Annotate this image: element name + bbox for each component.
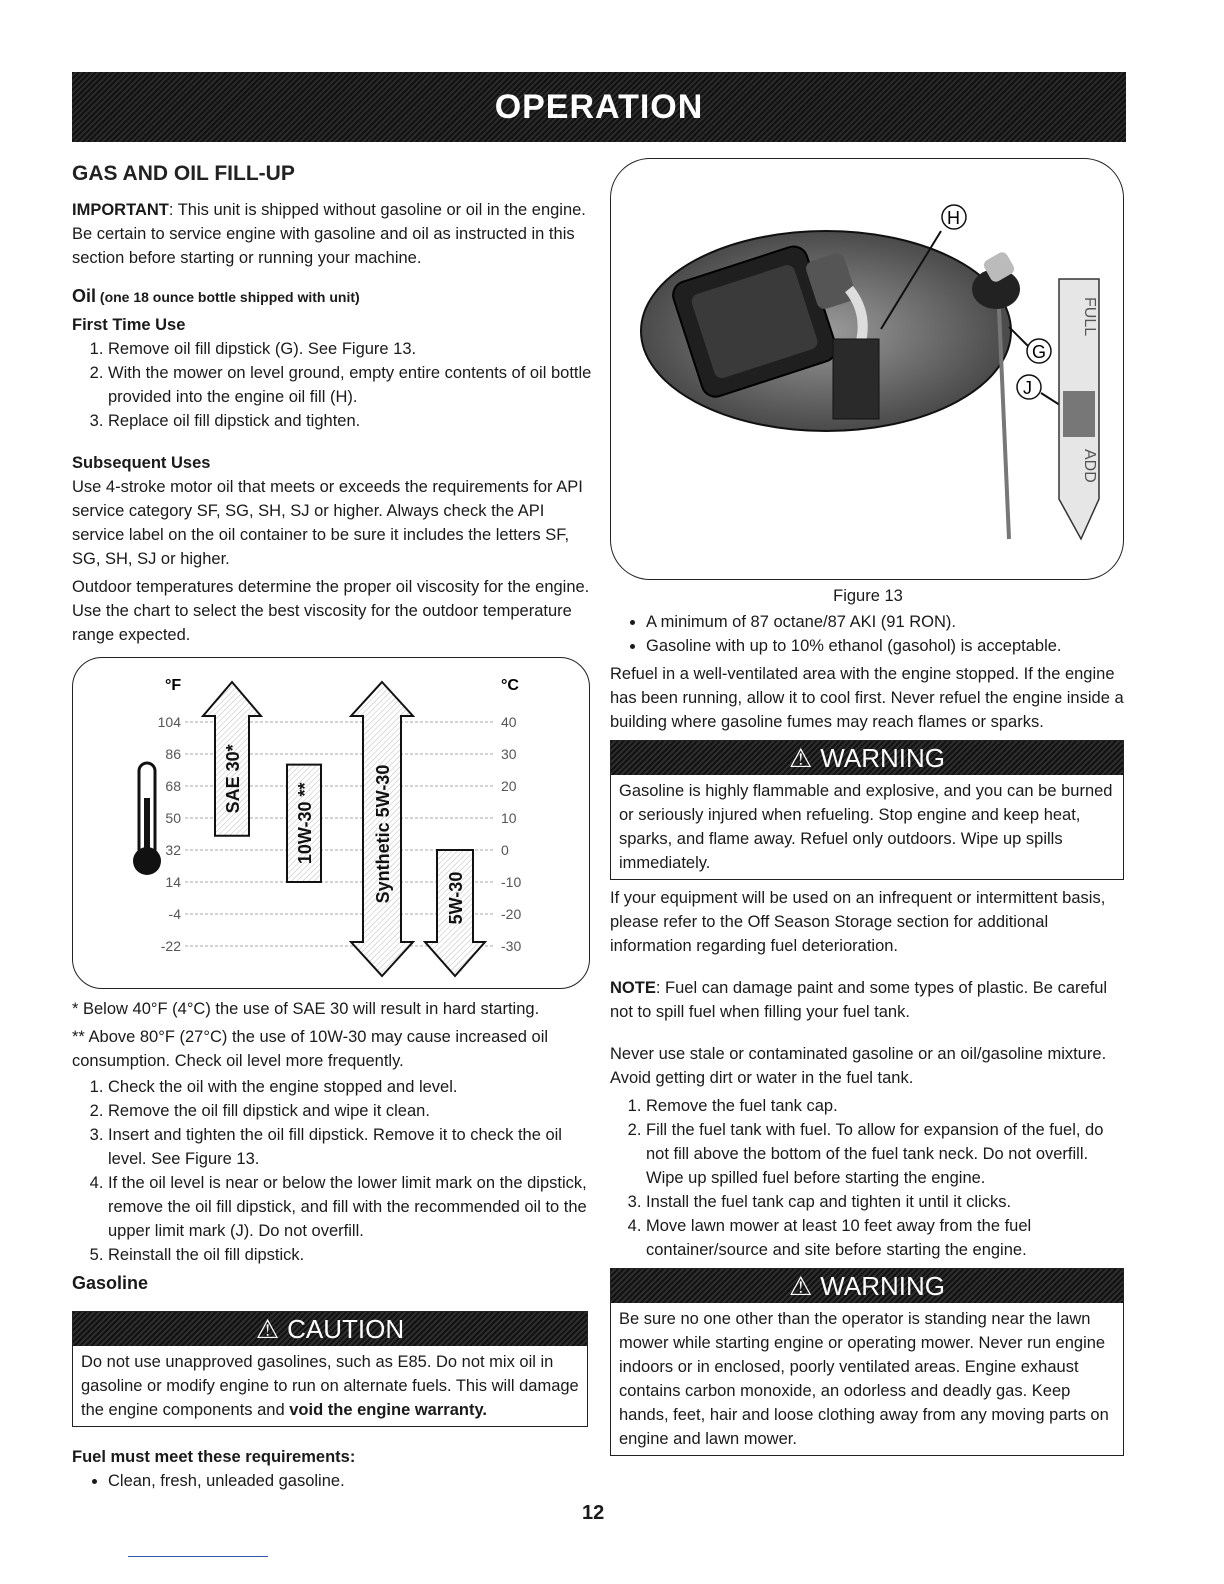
list-item: 2. Fill the fuel tank with fuel. To allow for expansion of the fuel, do not fill above the bottom of the fuel tank neck. Do not overfill. Wipe up spilled fuel before starting the engine. <box>646 1118 1126 1190</box>
list-item: 1. Remove the fuel tank cap. <box>646 1094 1126 1118</box>
note-text: : Fuel can damage paint and some types of plastic. Be careful not to spill fuel when filling your fuel tank. <box>610 979 1108 1021</box>
tick-label-f: 68 <box>165 778 181 794</box>
caution-bold: void the engine warranty. <box>289 1401 487 1419</box>
warning-1-body: Gasoline is highly flammable and explosive, and you can be burned or seriously injured when refueling. Stop engine and keep heat, sparks, and flame away. Refuel only outdoors. Wipe up spills immediately. <box>619 782 1113 872</box>
list-item: • Gasoline with up to 10% ethanol (gasohol) is acceptable. <box>646 634 1126 658</box>
tick-label-c: 20 <box>501 778 517 794</box>
warning-triangle-icon: ⚠ <box>788 743 813 773</box>
caution-box <box>72 1311 588 1427</box>
list-item: 2. Remove the oil fill dipstick and wipe it clean. <box>108 1099 592 1123</box>
important-text: : This unit is shipped without gasoline or oil in the engine. Be certain to service engine with gasoline and oil as instructed in this section before starting or running your machine. <box>72 201 586 267</box>
list-item: 3. Insert and tighten the oil fill dipstick. Remove it to check the oil level. See Figure 13. <box>108 1123 592 1171</box>
callout-h: H <box>947 208 960 228</box>
oil-range-label: 10W-30 ** <box>295 782 315 865</box>
tick-label-f: 50 <box>165 810 181 826</box>
stale-fuel-paragraph: Never use stale or contaminated gasoline or an oil/gasoline mixture. Avoid getting dirt or water in the fuel tank. <box>610 1045 1107 1087</box>
ticks-c <box>501 714 521 954</box>
dipstick-full-label: FULL <box>1081 297 1098 337</box>
unit-c-label: °C <box>501 677 519 694</box>
list-item: 4. If the oil level is near or below the lower limit mark on the dipstick, remove the oil fill dipstick, and fill with the recommended oil to the upper limit mark (J). Do not overfill. <box>108 1171 592 1243</box>
tick-label-c: -10 <box>501 874 522 890</box>
tick-label-c: 10 <box>501 810 517 826</box>
tick-label-f: 104 <box>157 714 181 730</box>
tick-label-f: 32 <box>165 842 181 858</box>
note-label: NOTE <box>610 979 656 997</box>
fuel-spec-list <box>610 610 1126 658</box>
warning-1-title: WARNING <box>820 743 945 773</box>
list-item: 3. Replace oil fill dipstick and tighten. <box>108 409 592 433</box>
left-column <box>72 158 592 1497</box>
dipstick-blade <box>1059 279 1099 539</box>
tick-label-c: 0 <box>501 842 509 858</box>
warning-box-1 <box>610 740 1124 880</box>
oil-subtitle: (one 18 ounce bottle shipped with unit) <box>96 289 360 305</box>
fuel-requirements-heading: Fuel must meet these requirements: <box>72 1448 356 1466</box>
dipstick-add-label: ADD <box>1081 449 1098 483</box>
banner-title: OPERATION <box>494 87 704 126</box>
check-oil-steps <box>72 1075 592 1267</box>
oil-range-label: 5W-30 <box>446 871 466 925</box>
tick-label-f: -22 <box>160 938 181 954</box>
subsequent-paragraph-1: Use 4-stroke motor oil that meets or exceeds the requirements for API service category SF, SG, SH, SJ or higher. Always check the API service label on the oil container to be sure it includes the letters SF, SG, SH, SJ or higher. <box>72 478 583 568</box>
ticks-f <box>158 714 182 954</box>
warning-box-2 <box>610 1268 1124 1456</box>
oil-range-label: SAE 30* <box>223 744 243 814</box>
important-paragraph <box>72 198 592 270</box>
thermometer-icon <box>133 763 161 875</box>
warning-2-header <box>611 1269 1123 1303</box>
tick-label-f: 86 <box>165 746 181 762</box>
important-label: IMPORTANT <box>72 201 169 219</box>
figure-13 <box>610 158 1124 580</box>
oil-range-bar <box>203 682 261 836</box>
oil-bars <box>203 682 485 976</box>
warning-1-header <box>611 741 1123 775</box>
list-item: • A minimum of 87 octane/87 AKI (91 RON). <box>646 610 1126 634</box>
warning-2-title: WARNING <box>820 1271 945 1301</box>
fuel-fill-steps <box>610 1094 1126 1262</box>
first-time-heading: First Time Use <box>72 316 186 334</box>
oil-range-bar <box>351 682 413 976</box>
oil-heading <box>72 284 592 309</box>
tick-label-c: -30 <box>501 938 522 954</box>
list-item: 1. Remove oil fill dipstick (G). See Figure 13. <box>108 337 592 361</box>
oil-range-bar <box>287 765 321 882</box>
list-item: 1. Check the oil with the engine stopped and level. <box>108 1075 592 1099</box>
oil-range-bar <box>425 850 485 976</box>
caution-body <box>73 1346 587 1426</box>
note-paragraph <box>610 976 1126 1024</box>
list-item: 2. With the mower on level ground, empty entire contents of oil bottle provided into the engine oil fill (H). <box>108 361 592 409</box>
right-column <box>610 158 1126 1456</box>
footnote-2: ** Above 80°F (27°C) the use of 10W-30 may cause increased oil consumption. Check oil level more frequently. <box>72 1028 549 1070</box>
callout-g: G <box>1032 342 1047 362</box>
fuel-requirements-list <box>72 1469 592 1493</box>
warning-2-body: Be sure no one other than the operator is standing near the lawn mower while starting engine or operating mower. Never run engine indoors or in enclosed, poorly ventilated areas. Engine exhaust contains carbon monoxide, an odorless and deadly gas. Keep hands, feet, hair and loose clothing away from any moving parts on engine and lawn mower. <box>619 1310 1109 1448</box>
list-item: 3. Install the fuel tank cap and tighten it until it clicks. <box>646 1190 1126 1214</box>
caution-title: CAUTION <box>287 1314 405 1344</box>
tick-label-f: -4 <box>168 906 181 922</box>
oil-title: Oil <box>72 286 97 306</box>
tick-label-f: 14 <box>165 874 181 890</box>
oil-viscosity-chart-svg <box>73 658 589 988</box>
figure-13-illustration <box>611 159 1123 579</box>
figure-caption: Figure 13 <box>833 587 903 605</box>
list-item: 4. Move lawn mower at least 10 feet away from the fuel container/source and site before starting the engine. <box>646 1214 1126 1262</box>
tick-label-c: 40 <box>501 714 517 730</box>
oil-viscosity-chart <box>72 657 590 989</box>
oil-range-label: Synthetic 5W-30 <box>373 764 393 904</box>
subsequent-heading: Subsequent Uses <box>72 454 211 472</box>
caution-text: Do not use unapproved gasolines, such as E85. Do not mix oil in gasoline or modify engine to run on alternate fuels. This will damage the engine components and <box>81 1353 579 1419</box>
section-banner <box>72 72 1126 142</box>
subsequent-paragraph-2: Outdoor temperatures determine the proper oil viscosity for the engine. Use the chart to select the best viscosity for the outdoor temperature range expected. <box>72 578 590 644</box>
tick-label-c: -20 <box>501 906 522 922</box>
tick-label-c: 30 <box>501 746 517 762</box>
footer-rule <box>128 1556 268 1557</box>
infrequent-paragraph: If your equipment will be used on an infrequent or intermittent basis, please refer to the Off Season Storage section for additional information regarding fuel deterioration. <box>610 889 1106 955</box>
gasoline-heading: Gasoline <box>72 1273 149 1293</box>
list-item: 5. Reinstall the oil fill dipstick. <box>108 1243 592 1267</box>
caution-header <box>73 1312 587 1346</box>
page-number: 12 <box>582 1502 605 1524</box>
callout-j: J <box>1023 378 1032 398</box>
footnote-1: * Below 40°F (4°C) the use of SAE 30 will result in hard starting. <box>72 1000 540 1018</box>
unit-f-label: °F <box>165 677 182 694</box>
refuel-paragraph: Refuel in a well-ventilated area with the engine stopped. If the engine has been running, allow it to cool first. Never refuel the engine inside a building where gasoline fumes may reach flames or sparks. <box>610 665 1124 731</box>
section-heading: GAS AND OIL FILL-UP <box>72 162 295 185</box>
list-item: • Clean, fresh, unleaded gasoline. <box>108 1469 592 1493</box>
warning-triangle-icon: ⚠ <box>788 1271 813 1301</box>
first-time-steps <box>72 337 592 433</box>
warning-triangle-icon: ⚠ <box>255 1314 280 1344</box>
